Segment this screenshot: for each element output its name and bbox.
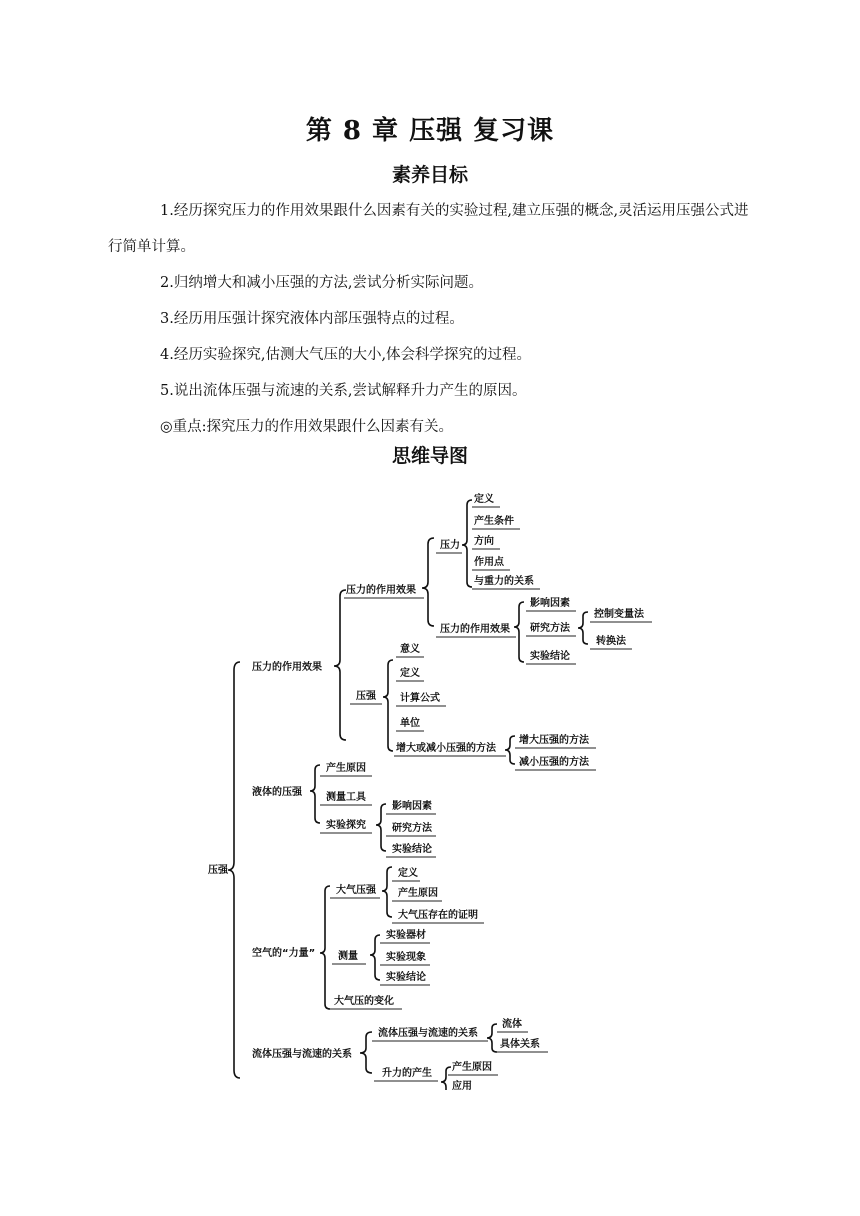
brace-n1a1 [462, 500, 472, 587]
node-n1a1b: 产生条件 [474, 516, 514, 527]
node-n3a2: 产生原因 [398, 888, 438, 899]
mindmap-heading: 思维导图 [391, 445, 468, 467]
node-n1b4: 单位 [400, 718, 420, 729]
node-n2c1: 影响因素 [392, 801, 432, 812]
node-n4a1: 流体 [502, 1019, 522, 1030]
node-n1a1c: 方向 [474, 536, 494, 547]
page-title: 第 8 章 压强 复习课 [305, 116, 555, 146]
goal-item: 5.说出流体压强与流速的关系,尝试解释升力产生的原因。 [160, 383, 527, 399]
brace-n1a2b [578, 612, 588, 644]
brace-n1a [422, 538, 434, 626]
node-n1a1d: 作用点 [474, 557, 504, 568]
node-n4b1: 产生原因 [452, 1062, 492, 1073]
brace-n4 [360, 1032, 372, 1073]
node-n1a2b1: 控制变量法 [594, 609, 644, 620]
node-n1a2c: 实验结论 [530, 651, 570, 662]
node-n3b2: 实验现象 [386, 952, 426, 963]
brace-n1b5 [505, 736, 515, 764]
brace-n2 [310, 765, 320, 823]
goals-list [108, 193, 758, 445]
node-n1a: 压力的作用效果 [346, 585, 416, 596]
brace-n1a2 [514, 602, 524, 662]
node-n3b: 测量 [338, 951, 358, 962]
node-n3c: 大气压的变化 [334, 996, 394, 1007]
node-n2c: 实验探究 [326, 820, 366, 831]
brace-n3a [382, 867, 392, 917]
node-n2c2: 研究方法 [392, 823, 432, 834]
node-n3: 空气的“力量” [252, 948, 316, 959]
brace-n1 [334, 590, 346, 740]
key-point: ◎重点:探究压力的作用效果跟什么因素有关。 [160, 419, 454, 435]
node-n3a1: 定义 [398, 868, 418, 879]
mind-map [0, 470, 860, 1090]
node-n2b: 测量工具 [326, 792, 366, 803]
node-n1b3: 计算公式 [400, 693, 440, 704]
brace-n4a [487, 1024, 497, 1052]
node-n4: 流体压强与流速的关系 [252, 1049, 352, 1060]
node-n1a1a: 定义 [474, 494, 494, 505]
node-n3b1: 实验器材 [386, 930, 426, 941]
goal-item: 3.经历用压强计探究液体内部压强特点的过程。 [160, 311, 464, 327]
goal-item: 1.经历探究压力的作用效果跟什么因素有关的实验过程,建立压强的概念,灵活运用压强公式进行简单计算。 [108, 203, 749, 255]
node-n1a2a: 影响因素 [530, 598, 570, 609]
node-n3a3: 大气压存在的证明 [398, 910, 478, 921]
goal-item: 2.归纳增大和减小压强的方法,尝试分析实际问题。 [160, 275, 483, 291]
node-n1a2b2: 转换法 [596, 636, 626, 647]
node-n3b3: 实验结论 [386, 972, 426, 983]
node-n1a1e: 与重力的关系 [474, 576, 534, 587]
node-n1: 压力的作用效果 [252, 662, 322, 673]
node-n3a: 大气压强 [336, 885, 376, 896]
brace-n3 [320, 886, 330, 1009]
node-n1b5a: 增大压强的方法 [519, 735, 589, 746]
node-root: 压强 [208, 865, 228, 876]
brace-n2c [376, 804, 386, 851]
goal-item: 4.经历实验探究,估测大气压的大小,体会科学探究的过程。 [160, 347, 532, 363]
node-n1b5b: 减小压强的方法 [519, 757, 589, 768]
node-n4b2: 应用 [452, 1081, 472, 1090]
node-n1a1: 压力 [440, 540, 460, 551]
node-n2: 液体的压强 [252, 787, 302, 798]
node-n1b1: 意义 [400, 644, 420, 655]
brace-n4b [441, 1067, 451, 1090]
brace-n1b [383, 660, 393, 751]
node-n1a2b: 研究方法 [530, 623, 570, 634]
node-n4a2: 具体关系 [500, 1039, 540, 1050]
node-n1a2: 压力的作用效果 [440, 624, 510, 635]
node-n4a: 流体压强与流速的关系 [378, 1028, 478, 1039]
node-n2a: 产生原因 [326, 763, 366, 774]
node-n4b: 升力的产生 [382, 1068, 432, 1079]
node-n1b5: 增大或减小压强的方法 [396, 743, 496, 754]
goals-heading: 素养目标 [391, 164, 468, 186]
brace-n3b [370, 935, 380, 980]
node-n2c3: 实验结论 [392, 844, 432, 855]
node-n1b2: 定义 [400, 668, 420, 679]
root-brace [228, 662, 240, 1078]
node-n1b: 压强 [356, 691, 376, 702]
